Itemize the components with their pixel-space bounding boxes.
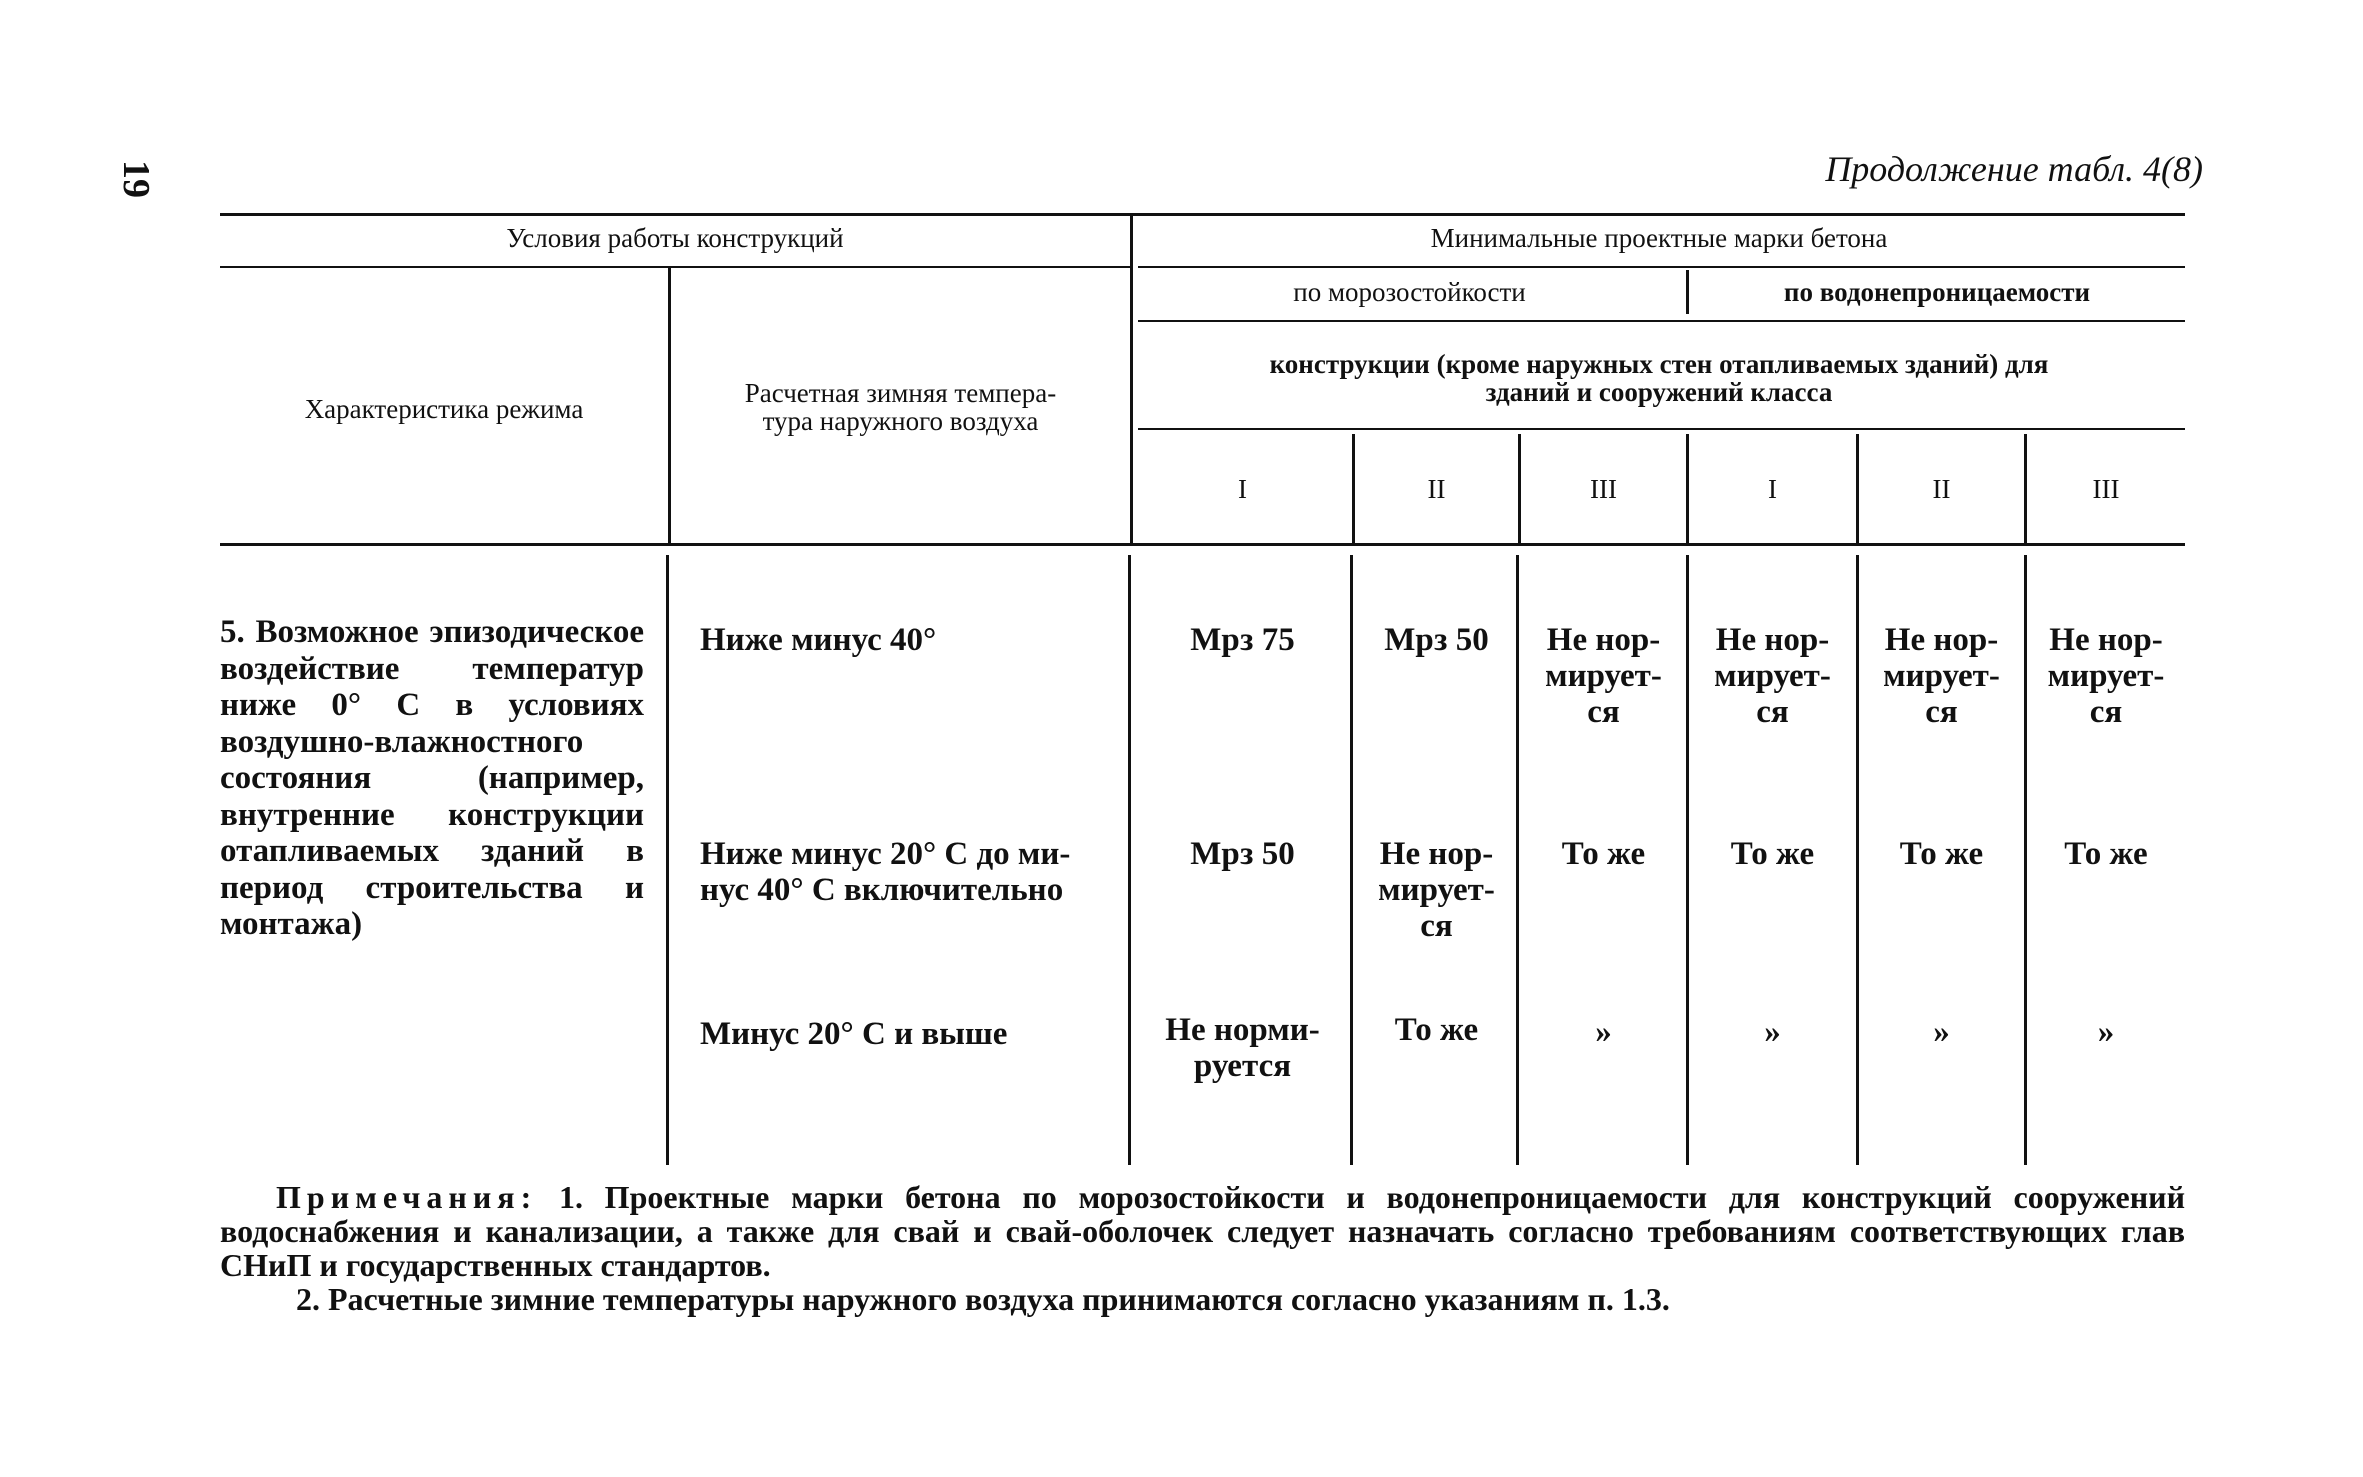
r2-water-class3: То же [2064,836,2148,872]
header-temperature-line1: Расчетная зимняя темпера- [744,378,1057,408]
r1-frost-class1: Мрз 75 [1190,622,1295,658]
r3-frost-class1-l2: руется [1193,1048,1292,1084]
header-rule-classes [1138,428,2185,430]
temp-minus-20-to-40-line1: Ниже минус 20° С до ми- [700,836,1071,872]
r1-water-class1-l2: мирует- [1714,658,1831,694]
table-top-rule [220,213,2185,216]
header-min-grades: Минимальные проектные марки бетона [1430,223,1888,253]
vline-body-temp-c1 [1128,555,1131,1165]
r1-water-class3-l1: Не нор- [2049,622,2163,658]
note-2: 2. Расчетные зимние температуры наружного воздуха принимаются согласно указаниям п. 1.3. [296,1281,1670,1317]
header-class-frost-2: II [1427,474,1446,504]
r1-frost-class3-l1: Не нор- [1546,622,1661,658]
r1-water-class1-l3: ся [1756,694,1789,730]
header-class-water-2: II [1932,474,1951,504]
r3-frost-class1-l1: Не норми- [1165,1012,1320,1048]
header-class-frost-3: III [1590,474,1617,504]
r1-frost-class3-l2: мирует- [1545,658,1662,694]
r2-frost-class2-l2: мирует- [1378,872,1495,908]
header-rule-frost-water [1138,320,2185,322]
r2-frost-class2-l1: Не нор- [1379,836,1494,872]
temp-minus-20-to-40-line2: нус 40° С включительно [700,872,1064,908]
r3-water-class3: » [2097,1014,2115,1050]
vline-body-desc-temp [666,555,669,1165]
r1-water-class1-l1: Не нор- [1715,622,1830,658]
header-rule-grades [1138,266,2185,268]
r1-frost-class3-l3: ся [1587,694,1620,730]
r1-water-class2-l1: Не нор- [1884,622,1999,658]
header-temperature-line2: тура наружного воздуха [762,406,1039,436]
header-rule-conditions [220,266,1130,268]
temp-minus-20-and-above: Минус 20° С и выше [700,1016,1008,1052]
notes-label: Примечания: [276,1179,538,1215]
header-structures-line2: зданий и сооружений класса [1485,377,1833,407]
r1-water-class3-l3: ся [2089,694,2123,730]
r2-water-class1: То же [1730,836,1815,872]
r3-water-class1: » [1764,1014,1781,1050]
r3-frost-class3: » [1595,1014,1612,1050]
r3-water-class2: » [1933,1014,1950,1050]
r1-frost-class2: Мрз 50 [1384,622,1489,658]
note-1-text: 1. Проектные марки бетона по морозостойкости и водонепроницаемости для конструкций сооружений водоснабжения и канализации, а также для свай и свай-оболочек следует назначать согласно требованиям соответствующих глав СНиП и государственных стандартов. [220,1179,2186,1283]
header-class-water-3: III [2092,474,2120,504]
header-structures-line1: конструкции (кроме наружных стен отапливаемых зданий) для [1269,349,2049,379]
header-regime: Характеристика режима [304,394,584,424]
r1-water-class3-l2: мирует- [2047,658,2165,694]
r2-water-class2: То же [1899,836,1984,872]
notes-block [220,1180,2185,1316]
page-number: 19 [115,160,157,198]
header-conditions: Условия работы конструкций [506,223,844,253]
r3-frost-class2: То же [1394,1012,1479,1048]
r1-water-class2-l2: мирует- [1883,658,2000,694]
header-bottom-rule [220,543,2185,546]
r2-frost-class1: Мрз 50 [1190,836,1295,872]
header-class-frost-1: I [1238,474,1247,504]
r1-water-class2-l3: ся [1925,694,1958,730]
header-water: по водонепроницаемости [1783,277,2091,307]
r2-frost-class3: То же [1561,836,1646,872]
row-description: 5. Возможное эпизодическое воздействие температур ниже 0° С в условиях воздушно-влажностного состояния (например, внутренние конструкции отапливаемых зданий в период строительства и монтажа) [220,614,644,942]
r2-frost-class2-l3: ся [1420,908,1453,944]
header-class-water-1: I [1768,474,1777,504]
table-continuation-caption: Продолжение табл. 4(8) [1825,149,2203,189]
header-frost: по морозостойкости [1293,277,1526,307]
note-1 [220,1180,2185,1282]
temp-below-minus-40: Ниже минус 40° [700,622,937,658]
